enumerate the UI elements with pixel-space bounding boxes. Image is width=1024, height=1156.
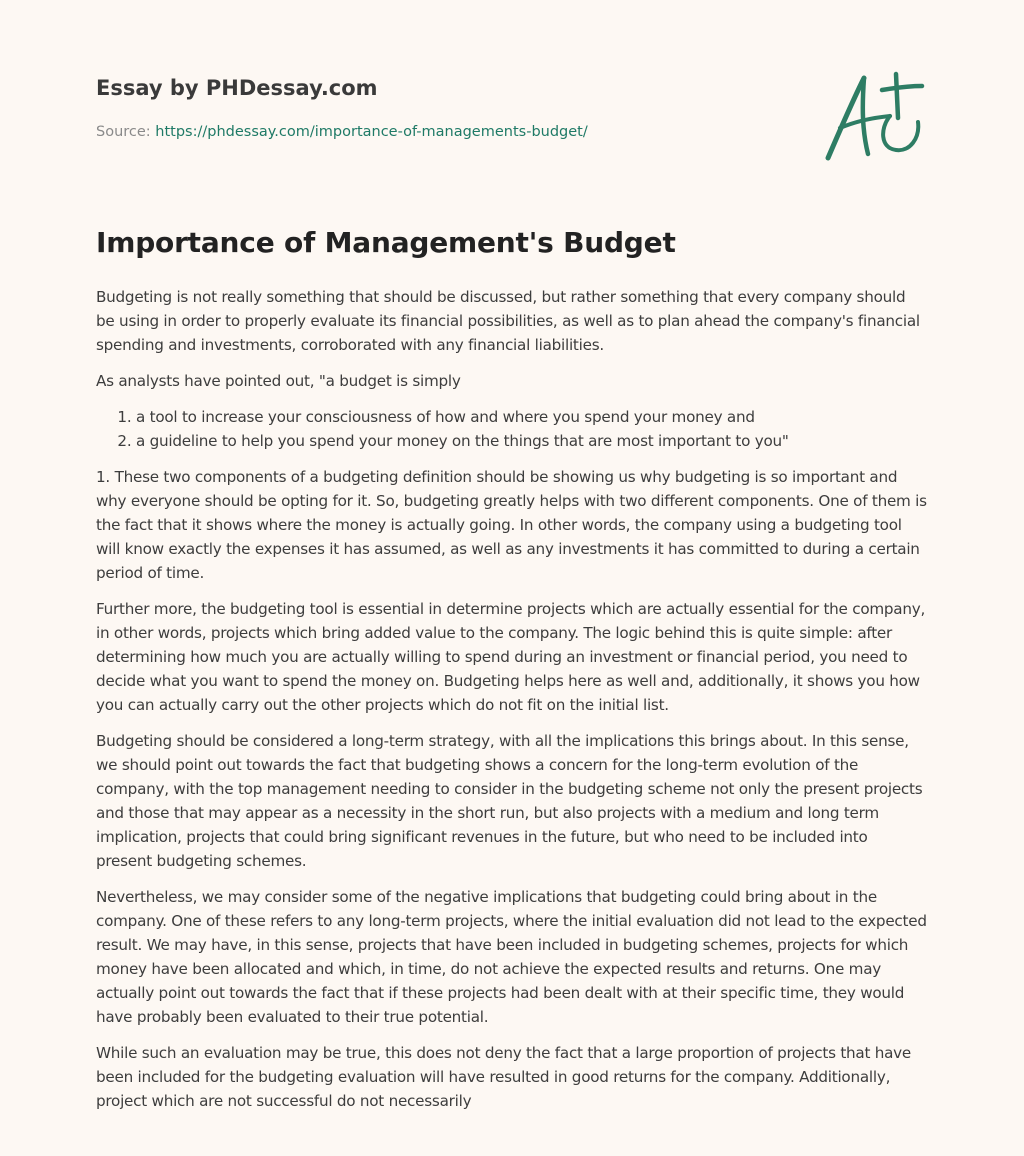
source-link[interactable]: https://phdessay.com/importance-of-managements-budget/ — [155, 124, 588, 140]
paragraph: Further more, the budgeting tool is essential in determine projects which are actually essential for the company, in other words, projects which bring added value to the company. The logic behind this is quite simple: after determining how much you are actually willing to spend during an investment or financial period, you need to decide what you want to spend the money on. Budgeting helps here as well and, additionally, it shows you how you can actually carry out the other projects which do not fit on the initial list. — [96, 600, 926, 714]
source-line — [96, 124, 588, 140]
paragraph: Nevertheless, we may consider some of the negative implications that budgeting could bring about in the company. One of these refers to any long-term projects, where the initial evaluation did not lead to the expected result. We may have, in this sense, projects that have been included in budgeting schemes, projects for which money have been allocated and which, in time, do not achieve the expected results and returns. One may actually point out towards the fact that if these projects had been dealt with at their specific time, they would have probably been evaluated to their true potential. — [96, 888, 927, 1026]
list-item: 2. a guideline to help you spend your money on the things that are most important to you" — [136, 429, 928, 453]
essay-title: Importance of Management's Budget — [96, 226, 676, 259]
source-label: Source: — [96, 124, 151, 140]
numbered-list — [96, 405, 928, 453]
paragraph: Budgeting should be considered a long-term strategy, with all the implications this brings about. In this sense, we should point out towards the fact that budgeting shows a concern for the long-term evolution of the company, with the top management needing to consider in the budgeting scheme not only the present projects and those that may appear as a necessity in the short run, but also projects with a medium and long term implication, projects that could bring significant revenues in the future, but who need to be included into present budgeting schemes. — [96, 732, 923, 870]
paragraph: 1. These two components of a budgeting definition should be showing us why budgeting is so important and why everyone should be opting for it. So, budgeting greatly helps with two different components. One of them is the fact that it shows where the money is actually going. In other words, the company using a budgeting tool will know exactly the expenses it has assumed, as well as any investments it has committed to during a certain period of time. — [96, 468, 927, 582]
site-brand: Essay by PHDessay.com — [96, 76, 378, 100]
paragraph: As analysts have pointed out, "a budget is simply — [96, 372, 461, 390]
list-item: 1. a tool to increase your consciousness of how and where you spend your money and — [136, 405, 928, 429]
essay-body — [96, 285, 928, 1125]
paragraph: While such an evaluation may be true, this does not deny the fact that a large proportion of projects that have been included for the budgeting evaluation will have resulted in good returns for the company. Additionally, project which are not successful do not necessarily — [96, 1044, 911, 1110]
paragraph: Budgeting is not really something that should be discussed, but rather something that every company should be using in order to properly evaluate its financial possibilities, as well as to plan ahead the company's financial spending and investments, corroborated with any financial liabilities. — [96, 288, 920, 354]
a-plus-logo-icon — [818, 66, 930, 166]
